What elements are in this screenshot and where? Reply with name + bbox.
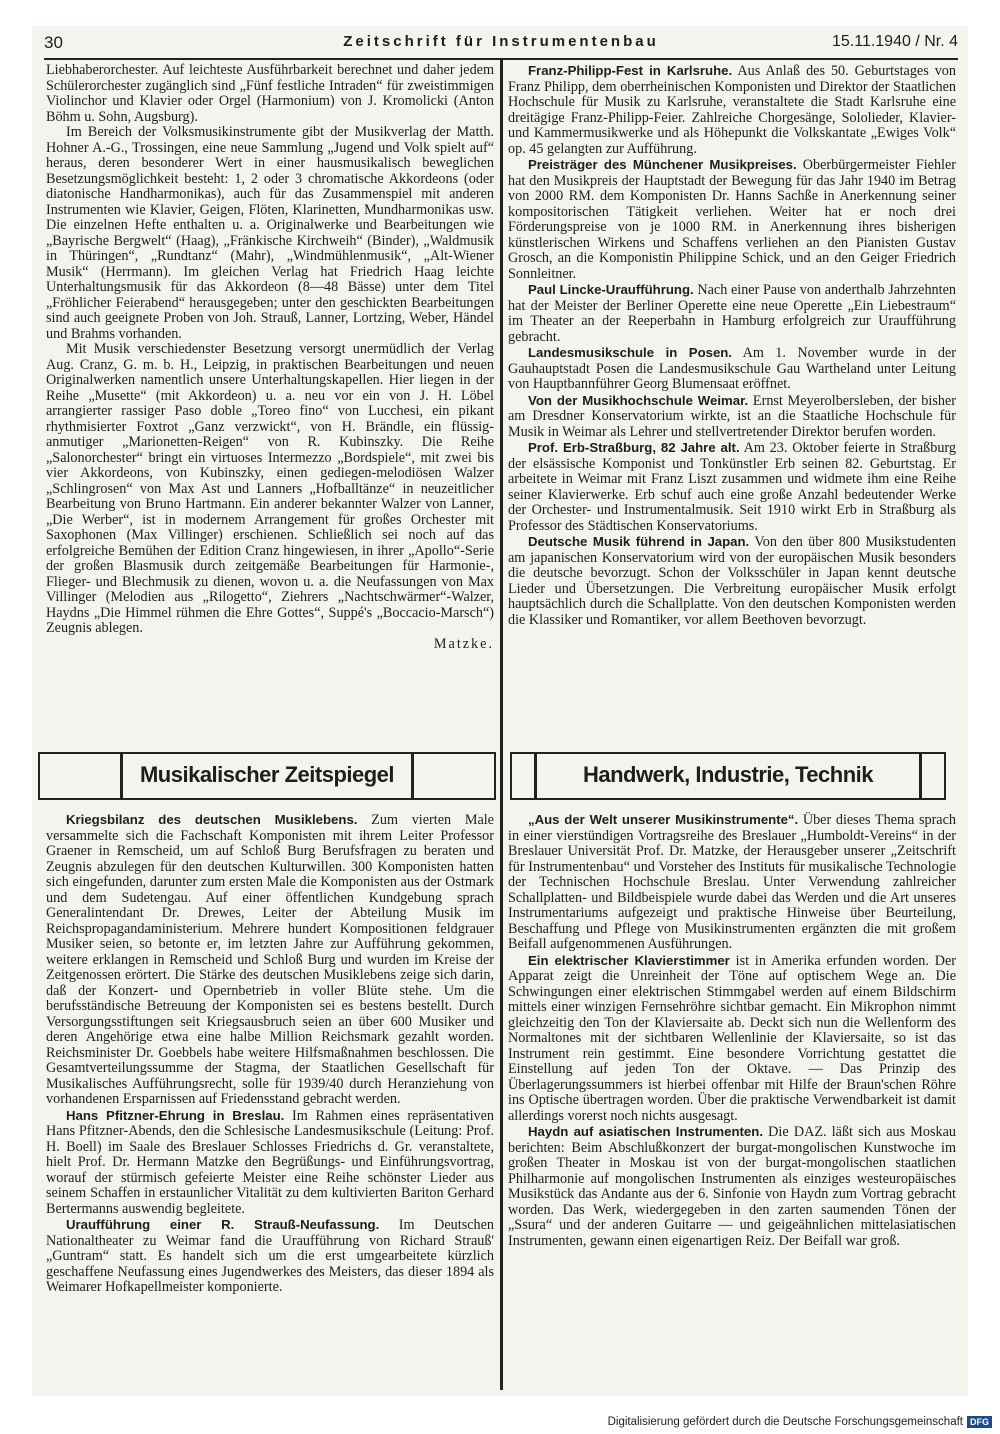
item-text: Von den über 800 Musikstudenten am japanischen Konservatorium wird von der europäischen Musik besonders die deutsche bevorzugt. Schon der Volksschüler in Japan kennt deutsche Lieder und Übersetzungen. Die Verbreitung europäischer Musik erfolgt hauptsächlich durch die Schallplatte. Von den deutschen Komponisten werden die Klassiker und Romantiker, vor allem Beethoven bevorzugt. bbox=[508, 534, 957, 628]
news-item bbox=[46, 1108, 494, 1218]
news-item bbox=[508, 953, 956, 1125]
news-item bbox=[508, 345, 956, 393]
news-item bbox=[46, 1217, 494, 1296]
item-heading: Uraufführung einer R. Strauß-Neufassung. bbox=[66, 1217, 380, 1232]
item-text: Die DAZ. läßt sich aus Moskau berichten: Beim Abschlußkonzert der burgat-mongolischen Kunstwoche im großen Theater in Moskau ist von der burgat-mongolischen staatlichen Philharmonie auf mongolischen Instrumenten als einziges westeuropäisches Musikstück das Andante aus der 6. Sinfonie von Haydn zum Vortrag gebracht worden. Das Werk, wiedergegeben in den zarten saumenden Tönen der „Ssura“ und der anderen Guitarre — und geigeähnlichen mittelasiatischen Instrumenten, gewann einen eigenartigen Reiz. Der Beifall war groß. bbox=[508, 1124, 956, 1249]
item-text: Aus Anlaß des 50. Geburtstages von Franz Philipp, dem oberrheinischen Komponisten und Direktor der Staatlichen Hochschule für Musik zu Karlsruhe, veranstaltete die Stadt Karlsruhe eine dreitägige Franz-Philipp-Feier. Zahlreiche Chorgesänge, Sololieder, Klavier- und Kammermusikwerke und als Höhepunkt die Volkskantate „Ewiges Volk“ op. 45 gelangten zur Aufführung. bbox=[508, 63, 956, 157]
news-item bbox=[508, 812, 956, 953]
page-number: 30 bbox=[44, 33, 63, 52]
column-divider bbox=[500, 60, 503, 1390]
item-text: Über dieses Thema sprach in einer vierstündigen Vortragsreihe des Breslauer „Humboldt-Vereins“ in der Breslauer Universität Prof. Dr. Matzke, der Herausgeber unserer „Zeitschrift für Instrumentenbau“ und Vorsteher des Instituts für musikalische Technologie der Technischen Hochschule Breslau. Unter Verwendung zahlreicher Schallplatten- und Bildbeispiele wurde dabei das Werden und die Art unseres Instrumentariums aufgezeigt und praktische Hinweise über Beurteilung, Beschaffung und Pflege von Musikinstrumenten ergänzten die mit großem Beifall aufgenommenen Ausführungen. bbox=[508, 812, 956, 952]
item-text: Nach einer Pause von anderthalb Jahrzehnten hat der Meister der Berliner Operette eine neue Operette „Ein Liebestraum“ im Theater an der Reeperbahn in Hamburg erfolgreich zur Uraufführung gebracht. bbox=[508, 282, 956, 345]
news-item bbox=[508, 393, 956, 441]
item-text: Am 1. November wurde in der Gauhauptstadt Posen die Landesmusikschule Gau Wartheland unter Leitung von Hauptbannführer Georg Blumensaat eröffnet. bbox=[508, 345, 956, 392]
section-banner-handwerk bbox=[510, 752, 946, 800]
item-heading: Landesmusikschule in Posen. bbox=[528, 345, 733, 360]
news-item bbox=[508, 157, 956, 282]
paragraph: Mit Musik verschiedenster Besetzung versorgt unermüdlich der Verlag Aug. Cranz, G. m. b. H., Leipzig, in praktischen Bearbeitungen und neuen Originalwerken namentlich unsere Unterhaltungskapellen. Hier liegen in der Reihe „Musette“ (mit Akkordeon) u. a. neu vor ein von J. H. Löbel arrangierter rassiger Paso doble „Toreo fino“ von Lucchesi, ein pikant rhythmisierter Foxtrot „Ganz verzwickt“, von H. Brändle, ein flüssig-anmutiger „Marionetten-Reigen“ von R. Kubinszky. Die Reihe „Salonorchester“ bringt ein virtuoses Intermezzo „Bordspiele“, mit zwei bis vier Akkordeons, von Kubinszky, einen gediegen-melodiösen Walzer „Schlingrosen“ von Max Ast und Lanners „Hofballtänze“ in neuzeitlicher Bearbeitung von Bruno Hartmann. Ein anderer bekannter Walzer von Lanner, „Die Werber“, ist in modernem Arrangement für großes Orchester mit Saxophonen (Max Villinger) erschienen. Schließlich sei noch auf das erfolgreiche Bemühen der Edition Cranz hingewiesen, in ihrer „Apollo“-Serie der großen Blasmusik durch zeitgemäße Bearbeitungen für Harmonie-, Flieger- und Blechmusik zu dienen, wovon u. a. die Neufassungen von Max Villinger (Melodien aus „Rilogetto“, Ziehrers „Nachtschwärmer“-Walzer, Haydns „Die Himmel rühmen die Ehre Gottes“, Suppé's „Boccacio-Marsch“) Zeugnis ablegen. bbox=[46, 341, 494, 636]
left-column-top bbox=[46, 63, 494, 652]
item-text: Im Rahmen eines repräsentativen Hans Pfitzner-Abends, den die Schlesische Landesmusikschule (Leitung: Prof. H. Boell) im Saale des Breslauer Schlosses Friedrichs d. Gr. veranstaltete, hielt Prof. Dr. Hermann Matzke den Begrüßungs- und Einführungsvortrag, worauf der stürmisch gefeierte Meister eine Reihe schönster Lieder aus seinem Schaffen in erstaunlicher Vitalität zu dem kultivierten Bariton Gerhard Bertermanns auswendig begleitete. bbox=[46, 1107, 494, 1217]
left-column-bottom bbox=[46, 812, 494, 1296]
section-title: Handwerk, Industrie, Technik bbox=[583, 762, 873, 787]
item-heading: Hans Pfitzner-Ehrung in Breslau. bbox=[66, 1107, 285, 1123]
news-item bbox=[46, 812, 494, 1108]
item-heading: Prof. Erb-Straßburg, 82 Jahre alt. bbox=[528, 440, 740, 455]
item-text: Oberbürgermeister Fiehler hat den Musikpreis der Hauptstadt der Bewegung für das Jahr 1940 im Betrag von 2000 RM. dem Komponisten Dr. Hanns Sachße in Anerkennung seiner kompositorischen Tätigkeit verliehen. Weiter hat er noch drei Förderungspreise von je 1000 RM. in Anerkennung ihres bisherigen künstlerischen Wirkens und Schaffens verliehen an den Pianisten Gustav Grosch, an die Komponistin Philippine Schick, und an den Geiger Friedrich Sonnleitner. bbox=[508, 157, 956, 282]
item-heading: Franz-Philipp-Fest in Karlsruhe. bbox=[528, 63, 733, 78]
item-heading: Paul Lincke-Uraufführung. bbox=[528, 282, 694, 297]
right-column-bottom bbox=[508, 812, 956, 1249]
author-signature: Matzke. bbox=[433, 635, 494, 652]
item-text: ist in Amerika erfunden worden. Der Apparat zeigt die Unreinheit der Töne auf optischem Wege an. Die Schwingungen einer elektrischen Stimmgabel werden auf einem Bildschirm mittels einer winzigen Fernsehröhre sichtbar gemacht. Ein Mikrophon nimmt gleichzeitig den Ton der Klaviersaite ab. Deckt sich nun die Wellenform des Normaltones mit der sichtbaren Wellenlinie der Klaviersaite, so ist das Instrument rein gestimmt. Eine besondere Vorrichtung gestattet die Einstellung auf jeden Ton der Oktave. — Das Prinzip des Überlagerungssummers ist hierbei offenbar mit Hilfe der Braun'schen Röhre ins Optische übertragen worden. Über die praktische Verwendbarkeit ist damit allerdings vorerst noch nichts ausgesagt. bbox=[508, 952, 956, 1124]
issue-info: 15.11.1940 / Nr. 4 bbox=[831, 33, 958, 50]
news-item bbox=[508, 282, 956, 345]
credit-text: Digitalisierung gefördert durch die Deutsche Forschungsgemeinschaft bbox=[607, 1416, 963, 1428]
item-text: Ernst Meyerolbersleben, der bisher am Dresdner Konservatorium wirkte, ist an die Staatliche Hochschule für Musik in Weimar als Lehrer und stellvertretender Direktor berufen worden. bbox=[508, 392, 956, 440]
item-text: Am 23. Oktober feierte in Straßburg der elsässische Komponist und Tonkünstler Erb seinen 82. Geburtstag. Er arbeitete in Weimar mit Franz Liszt zusammen und widmete ihm eine Reihe seiner Klavierwerke. Erb schuf auch eine große Anzahl bedeutender Werke der Orchester- und Instrumentalmusik. Seit 1910 wirkt Erb in Straßburg als Professor des Städtischen Konservatoriums. bbox=[508, 440, 956, 534]
news-item bbox=[508, 440, 956, 534]
news-item bbox=[508, 1124, 956, 1249]
right-column-top bbox=[508, 63, 956, 628]
item-heading: Ein elektrischer Klavierstimmer bbox=[528, 952, 730, 968]
item-heading: Preisträger des Münchener Musikpreises. bbox=[528, 157, 797, 172]
item-heading: Haydn auf asiatischen Instrumenten. bbox=[528, 1124, 763, 1139]
digitization-credit bbox=[608, 1416, 992, 1428]
item-heading: Kriegsbilanz des deutschen Musiklebens. bbox=[66, 812, 358, 827]
journal-title: Zeitschrift für Instrumentenbau bbox=[343, 33, 659, 50]
paragraph: Liebhaberorchester. Auf leichteste Ausführbarkeit berechnet und daher jedem Schülerorchester zugänglich sind „Fünf festliche Intraden“ für zweistimmigen Violinchor und Klavier oder Orgel (Harmonium) von J. Kromolicki (Anton Böhm u. Sohn, Augsburg). bbox=[46, 62, 494, 125]
running-header bbox=[44, 33, 958, 57]
section-banner-zeitspiegel bbox=[38, 752, 496, 800]
dfg-logo-icon: DFG bbox=[967, 1416, 992, 1428]
item-heading: „Aus der Welt unserer Musikinstrumente“. bbox=[528, 812, 799, 827]
section-title: Musikalischer Zeitspiegel bbox=[139, 762, 395, 787]
item-text: Im Deutschen Nationaltheater zu Weimar fand die Uraufführung von Richard Strauß' „Guntram“ statt. Es handelt sich um die erst umgearbeitete kürzlich geschaffene Neufassung eines Jugendwerkes des Meisters, das dieser 1894 als Weimarer Hofkapellmeister komponierte. bbox=[46, 1217, 494, 1295]
paragraph: Im Bereich der Volksmusikinstrumente gibt der Musikverlag der Matth. Hohner A.-G., Trossingen, eine neue Sammlung „Jugend und Volk spielt auf“ heraus, deren besonderer Wert in einer hausmusikalisch beweglichen Besetzungsmöglichkeit besteht: 1, 2 oder 3 chromatische Akkordeons (oder diatonische Handharmonikas), auch für das Zusammenspiel mit anderen Instrumenten wie Klavier, Geigen, Flöten, Klarinetten, Mundharmonikas usw. Die einzelnen Hefte enthalten u. a. Originalwerke und Bearbeitungen wie „Bayrische Bergwelt“ (Haag), „Fränkische Kirchweih“ (Binder), „Waldmusik in Thüringen“, „Rundtanz“ (Mahr), „Windmühlenmusik“, „Alt-Wiener Musik“ (Herrmann). Im gleichen Verlag hat Friedrich Haag leichte Unterhaltungsmusik für das Akkordeon (8—48 Bässe) unter dem Titel „Fröhlicher Feierabend“ herausgegeben; unter den geschickten Bearbeitungen sind auch geeignete Proben von Joh. Strauß, Lanner, Lortzing, Weber, Händel und Brahms vorhanden. bbox=[46, 124, 494, 342]
item-heading: Deutsche Musik führend in Japan. bbox=[528, 534, 750, 549]
item-heading: Von der Musikhochschule Weimar. bbox=[528, 392, 749, 408]
news-item bbox=[508, 63, 956, 157]
news-item bbox=[508, 534, 956, 628]
item-text: Zum vierten Male versammelte sich die Fachschaft Komponisten mit ihrem Leiter Professor Graener in Remscheid, um auf Schloß Burg Berufsfragen zu beraten und Zeugnis abzulegen für den deutschen Kulturwillen. 300 Komponisten hatten sich eingefunden, darunter zum ersten Male die Komponisten aus der Ostmark und dem Sudetengau. Auf einer öffentlichen Kundgebung sprach Generalintendant Dr. Drewes, Leiter der Abteilung Musik im Reichspropagandaministerium. Mehrere hundert Kompositionen feldgrauer Musiker seien, so betonte er, im letzten Jahre zur Aufführung gekommen, weitere erklangen in Remscheid und Schloß Burg und wurden im Kreise der Zeitgenossen erörtert. Die Stärke des deutschen Musiklebens zeige sich darin, daß der Konzert- und Opernbetrieb in voller Blüte stehe. Um die berufsständische Betreuung der Komponisten sei es bestens bestellt. Durch Versorgungsstiftungen seit Kriegsausbruch seien an über 600 Musiker und deren Angehörige etwa eine halbe Million Reichsmark gezahlt worden. Reichsminister Dr. Goebbels habe weitere Hilfsmaßnahmen beschlossen. Die Gesamtverteilungssumme der Stagma, der Staatlichen Gesellschaft für Musikalisches Aufführungsrecht, solle für 1939/40 durch Heranziehung von vorhandenen Ersparnissen auf Friedensstand gebracht werden. bbox=[46, 812, 494, 1107]
